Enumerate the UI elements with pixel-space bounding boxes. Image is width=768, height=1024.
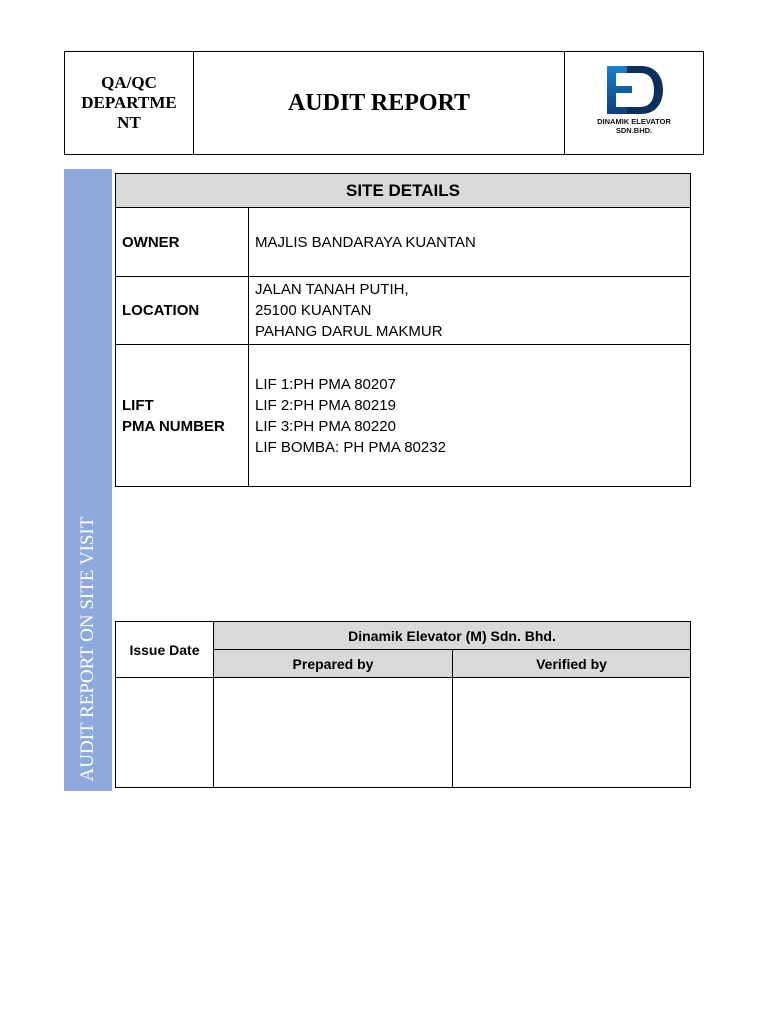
- site-details-table: [115, 173, 691, 487]
- lift-label: [116, 345, 249, 487]
- department-cell: [65, 52, 194, 154]
- site-details-heading: SITE DETAILS: [116, 174, 691, 208]
- lift-label-line-1: LIFT: [122, 396, 154, 414]
- lift-line-2: LIF 2:PH PMA 80219: [255, 396, 396, 414]
- issue-date-cell[interactable]: [116, 678, 214, 788]
- side-band: [64, 169, 112, 791]
- lift-label-line-2: PMA NUMBER: [122, 417, 225, 435]
- logo-name-line-1: DINAMIK ELEVATOR: [597, 117, 671, 126]
- owner-row: [116, 208, 691, 277]
- verified-by-cell[interactable]: [453, 678, 691, 788]
- lift-value: [249, 345, 691, 487]
- lift-line-3: LIF 3:PH PMA 80220: [255, 417, 396, 435]
- logo-cell: [565, 52, 703, 154]
- issue-table: [115, 621, 691, 788]
- owner-value: MAJLIS BANDARAYA KUANTAN: [249, 208, 691, 277]
- location-row: [116, 277, 691, 345]
- location-label: LOCATION: [116, 277, 249, 345]
- department-line-3: NT: [117, 113, 141, 132]
- department-line-1: QA/QC: [101, 73, 157, 92]
- verified-by-heading: Verified by: [453, 650, 691, 678]
- report-header: [64, 51, 704, 155]
- prepared-by-heading: Prepared by: [214, 650, 453, 678]
- company-heading: Dinamik Elevator (M) Sdn. Bhd.: [214, 622, 691, 650]
- owner-label: OWNER: [116, 208, 249, 277]
- company-logo: [581, 64, 687, 142]
- logo-name-line-2: SDN.BHD.: [615, 125, 653, 135]
- location-line-3: PAHANG DARUL MAKMUR: [255, 323, 443, 340]
- location-value: [249, 277, 691, 345]
- location-line-1: JALAN TANAH PUTIH,: [255, 281, 409, 298]
- side-band-text: AUDIT REPORT ON SITE VISIT: [77, 516, 98, 782]
- de-logo-icon: [603, 64, 665, 116]
- issue-date-label: Issue Date: [116, 622, 214, 678]
- prepared-by-cell[interactable]: [214, 678, 453, 788]
- lift-line-1: LIF 1:PH PMA 80207: [255, 375, 396, 393]
- lift-row: [116, 345, 691, 487]
- lift-line-4: LIF BOMBA: PH PMA 80232: [255, 438, 446, 456]
- department-line-2: DEPARTME: [81, 93, 177, 112]
- location-line-2: 25100 KUANTAN: [255, 302, 372, 319]
- report-title: AUDIT REPORT: [194, 52, 565, 154]
